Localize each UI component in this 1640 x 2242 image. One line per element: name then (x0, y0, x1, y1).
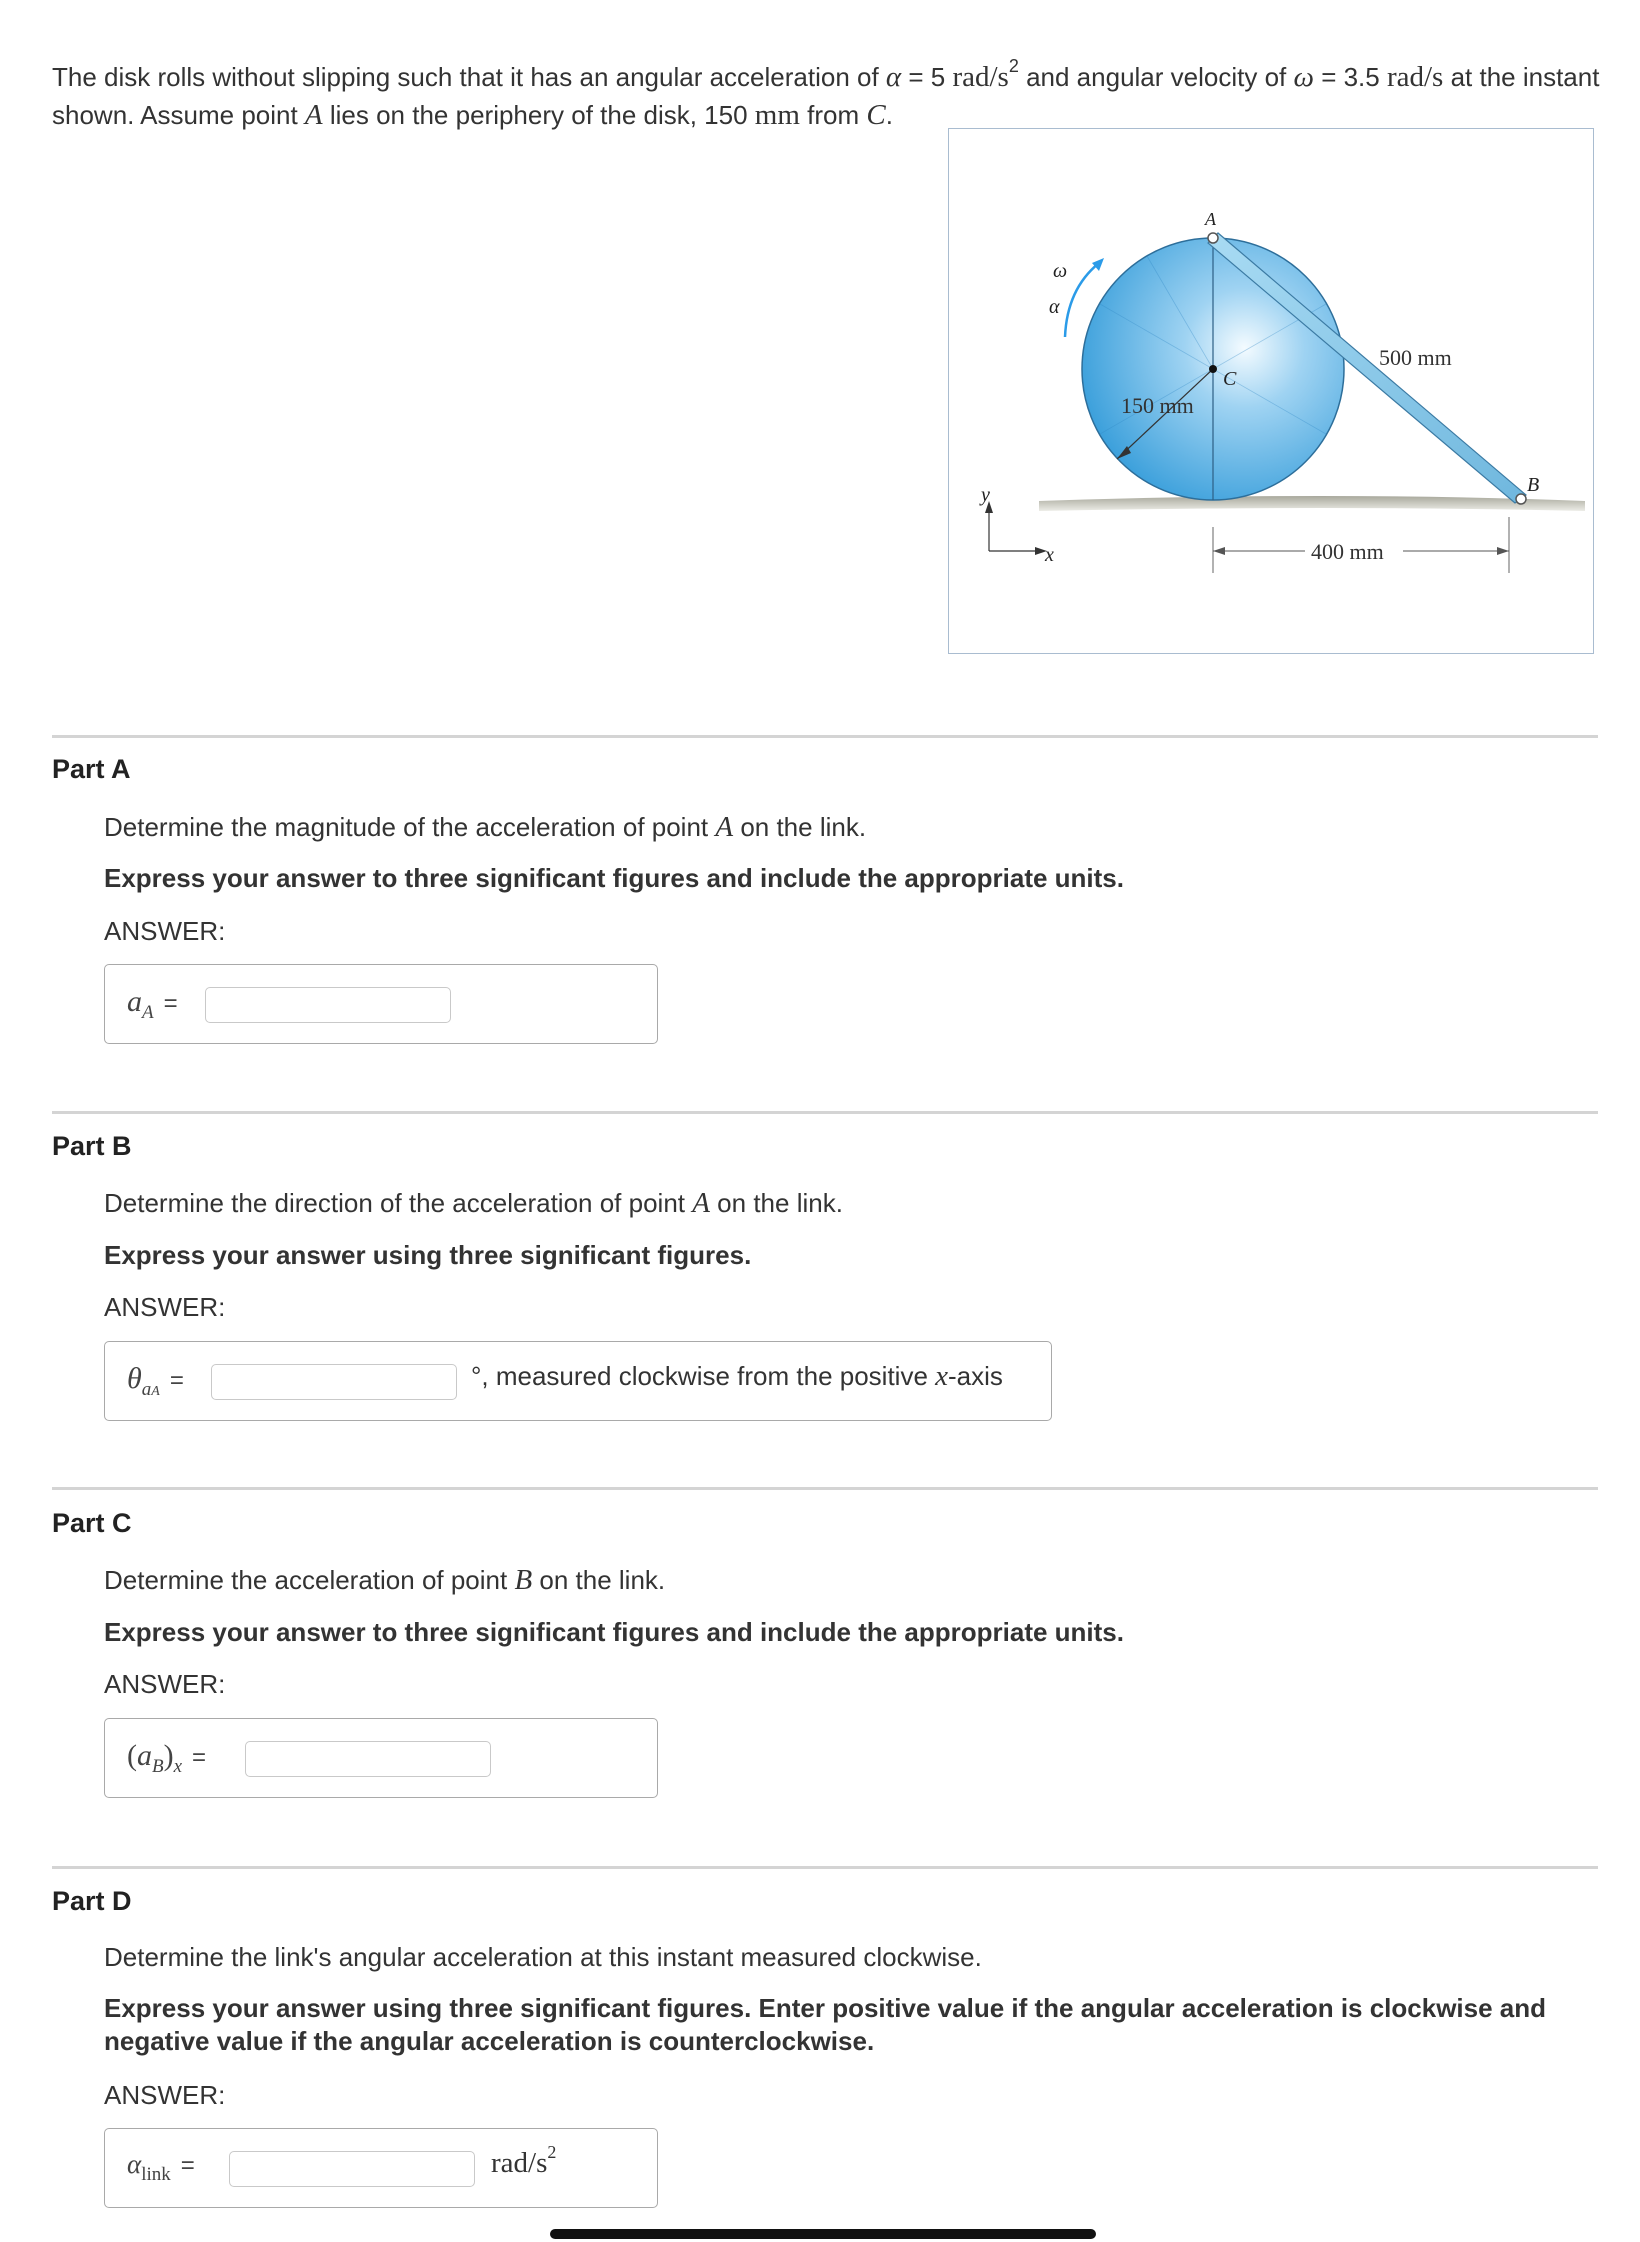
part-d-answer-box (104, 2128, 658, 2208)
axis-y-label: y (981, 484, 990, 506)
axis-x-label: x (1045, 544, 1054, 566)
problem-statement: The disk rolls without slipping such that it has an angular acceleration of α = 5 rad/$s^2$ and angular velocity of ω = 3.5 rad/s at the instant shown. Assume point A lies on the periphery of the disk, 150 mm from C. (52, 56, 1600, 131)
part-a-title: Part A (52, 754, 131, 784)
part-c-prompt: Determine the acceleration of point B on the link. (104, 1564, 666, 1596)
part-a-answer-label: ANSWER: (104, 916, 226, 946)
problem-figure (948, 128, 1594, 654)
pin-b (1516, 494, 1526, 504)
part-d-instruction: Express your answer using three significant figures. Enter positive value if the angular acceleration is clockwise and negative value if the angular acceleration is counterclockwise. (104, 1993, 1547, 2056)
part-b-answer-label: ANSWER: (104, 1292, 226, 1322)
home-indicator[interactable] (550, 2229, 1096, 2239)
divider-part-d (52, 1866, 1598, 1869)
part-d-prompt: Determine the link's angular acceleration at this instant measured clockwise. (104, 1942, 982, 1972)
ground-surface (1039, 496, 1585, 511)
dim-400-label: 400 mm (1311, 539, 1384, 564)
pin-a (1208, 233, 1218, 243)
omega-label: ω (1053, 260, 1068, 282)
disk-link-diagram (949, 129, 1595, 655)
center-point-c (1209, 365, 1217, 373)
part-a-instruction: Express your answer to three significant figures and include the appropriate units. (104, 863, 1124, 893)
part-a-prompt: Determine the magnitude of the acceleration of point A on the link. (104, 811, 867, 843)
dim-150-label: 150 mm (1121, 393, 1194, 418)
divider-part-c (52, 1487, 1598, 1490)
part-d-answer-label: ANSWER: (104, 2080, 226, 2110)
part-b-prompt: Determine the direction of the acceleration of point A on the link. (104, 1187, 843, 1219)
part-c-answer-label: ANSWER: (104, 1669, 226, 1699)
dim-500-label: 500 mm (1379, 345, 1452, 370)
part-a-variable: $a_A$ = (127, 985, 178, 1023)
part-c-variable: $(a_B)_x$ = (127, 1739, 207, 1777)
divider-part-b (52, 1111, 1598, 1114)
part-b-unit: °, measured clockwise from the positive x-axis (471, 1360, 1003, 1392)
part-d-answer-input[interactable] (229, 2151, 475, 2187)
label-c: C (1223, 368, 1237, 390)
part-a-answer-input[interactable] (205, 987, 451, 1023)
part-b-answer-input[interactable] (211, 1364, 457, 1400)
part-b-answer-box (104, 1341, 1052, 1421)
divider-part-a (52, 735, 1598, 738)
part-b-variable: $\theta_{aA}$ = (127, 1362, 184, 1400)
part-a-answer-box (104, 964, 658, 1044)
part-b-title: Part B (52, 1131, 132, 1161)
part-d-title: Part D (52, 1886, 132, 1916)
part-c-answer-input[interactable] (245, 1741, 491, 1777)
alpha-symbol: α (885, 61, 902, 93)
part-c-instruction: Express your answer to three significant figures and include the appropriate units. (104, 1617, 1124, 1647)
part-c-answer-box (104, 1718, 658, 1798)
part-b-instruction: Express your answer using three significant figures. (104, 1240, 752, 1270)
label-b: B (1527, 474, 1540, 496)
part-d-variable: $\alpha_{link}$ = (127, 2149, 195, 2185)
alpha-label: α (1049, 296, 1060, 318)
omega-symbol: ω (1293, 61, 1314, 93)
part-c-title: Part C (52, 1508, 132, 1538)
part-d-unit: rad/$s^2$ (491, 2142, 557, 2179)
label-a: A (1205, 209, 1216, 229)
